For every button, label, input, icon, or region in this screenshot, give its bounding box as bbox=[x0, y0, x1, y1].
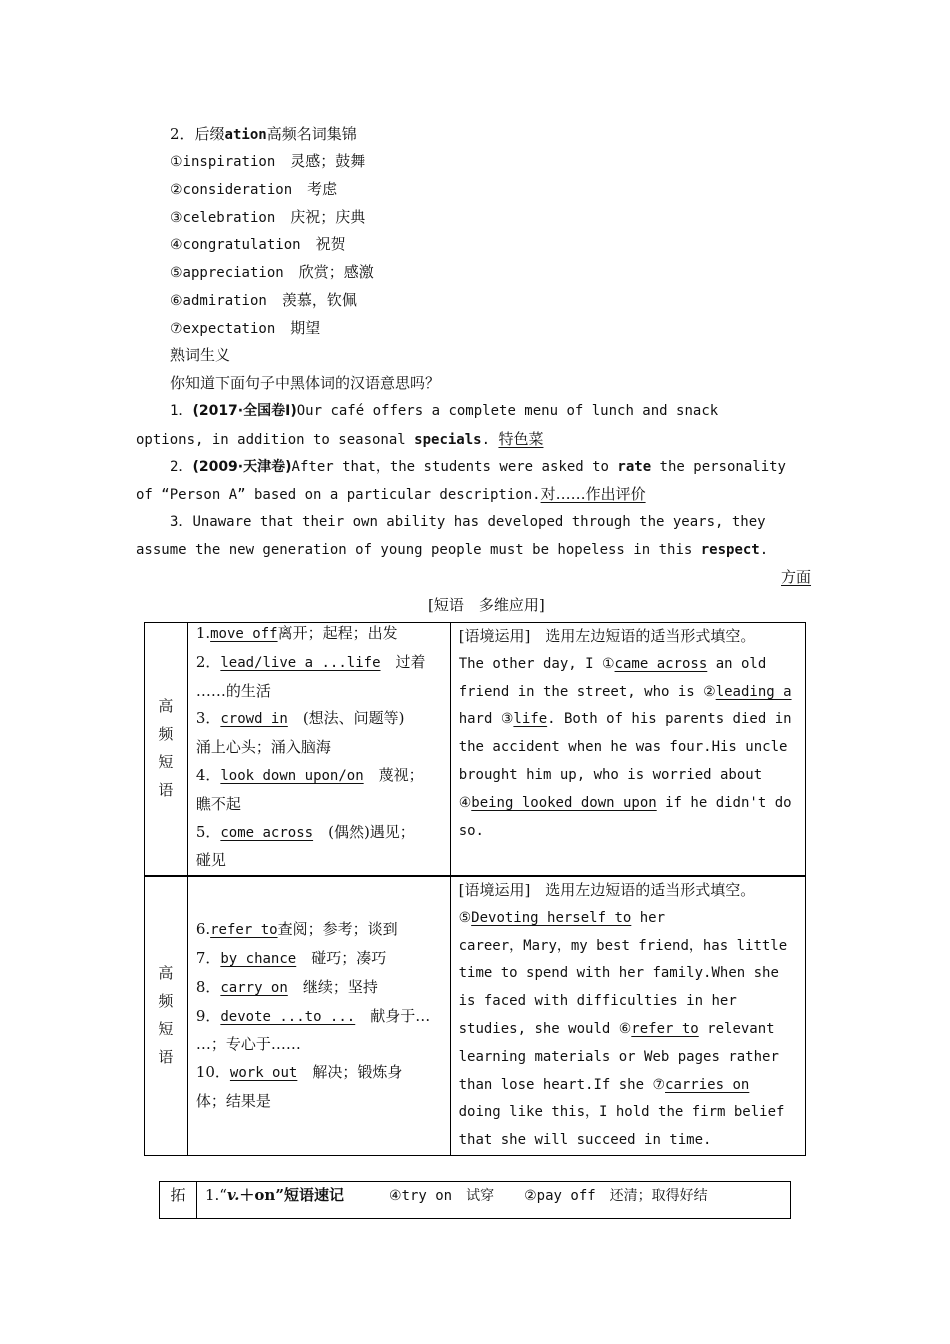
word-item: ④congratulation 祝贺 bbox=[170, 235, 346, 253]
phrase-list: 1.move off离开；起程；出发 2．lead/live a ...life 过着 ……的生活 3．crowd in (想法、问题等) 涌上心头；涌入脑海 4．look down upon/on 蔑视； 瞧不起 5．come across (偶然)遇见； 碰见 bbox=[187, 623, 450, 876]
phrase-table-1 bbox=[144, 622, 806, 876]
side-label: 拓 bbox=[160, 1182, 197, 1219]
question-2-line1: 2．(2009·天津卷)After that，the students were asked to rate the personality bbox=[170, 459, 786, 475]
side-label: 高 频 短 语 bbox=[145, 877, 188, 1156]
word-item: ⑦expectation 期望 bbox=[170, 319, 321, 337]
word-item: ③celebration 庆祝；庆典 bbox=[170, 208, 366, 226]
word-item: ①inspiration 灵感；鼓舞 bbox=[170, 152, 366, 170]
question-3-line1: 3．Unaware that their own ability has developed through the years, they bbox=[170, 514, 766, 530]
question-3-line2: assume the new generation of young people must be hopeless in this respect. bbox=[136, 542, 769, 558]
familiar-title: 熟词生义 bbox=[170, 346, 231, 364]
phrases-title: [短语 多维应用] bbox=[428, 596, 545, 614]
familiar-question: 你知道下面句子中黑体词的汉语意思吗？ bbox=[170, 374, 441, 392]
question-2-line2: of “Person A” based on a particular description.对……作出评价 bbox=[136, 485, 646, 503]
answer-2: 对……作出评价 bbox=[540, 485, 646, 503]
word-item: ②consideration 考虑 bbox=[170, 180, 338, 198]
phrase-table-2 bbox=[144, 876, 806, 1156]
answer-1: 特色菜 bbox=[498, 430, 544, 448]
question-1-line2: options, in addition to seasonal specials. 特色菜 bbox=[136, 430, 544, 448]
context-passage-1: [语境运用] 选用左边短语的适当形式填空。 The other day, I ①came across an old friend in the street, who is ②leading a hard ③life. Both of his parents died in the accident when he was four.His uncle brought him up, who is worried about ④being looked down upon if he didn't do so. bbox=[450, 623, 805, 876]
extension-content: 1.“v.＋on”短语速记 ④try on 试穿 ②pay off 还清；取得好结 bbox=[197, 1182, 791, 1219]
phrase-list: 6.refer to查阅；参考；谈到 7．by chance 碰巧；凑巧 8．carry on 继续；坚持 9．devote ...to ... 献身于… …；专心于…… 10．work out 解决；锻炼身 体；结果是 bbox=[187, 877, 450, 1156]
context-passage-2: [语境运用] 选用左边短语的适当形式填空。 ⑤Devoting herself to her career，Mary，my best friend，has little time to spend with her family.When she is faced with difficulties in her studies, she would ⑥refer to relevant learning materials or Web pages rather than lose heart.If she ⑦carries on doing like this，I hold the firm belief that she will succeed in time. bbox=[450, 877, 805, 1156]
question-1-line1: 1．(2017·全国卷Ⅰ)Our café offers a complete menu of lunch and snack bbox=[170, 403, 719, 419]
answer-3: 方面 bbox=[781, 568, 812, 586]
section-heading: 2．后缀ation高频名词集锦 bbox=[170, 125, 357, 143]
word-item: ⑤appreciation 欣赏；感激 bbox=[170, 263, 374, 281]
word-item: ⑥admiration 羡慕，钦佩 bbox=[170, 291, 357, 309]
extension-table bbox=[159, 1181, 791, 1219]
side-label: 高 频 短 语 bbox=[145, 623, 188, 876]
